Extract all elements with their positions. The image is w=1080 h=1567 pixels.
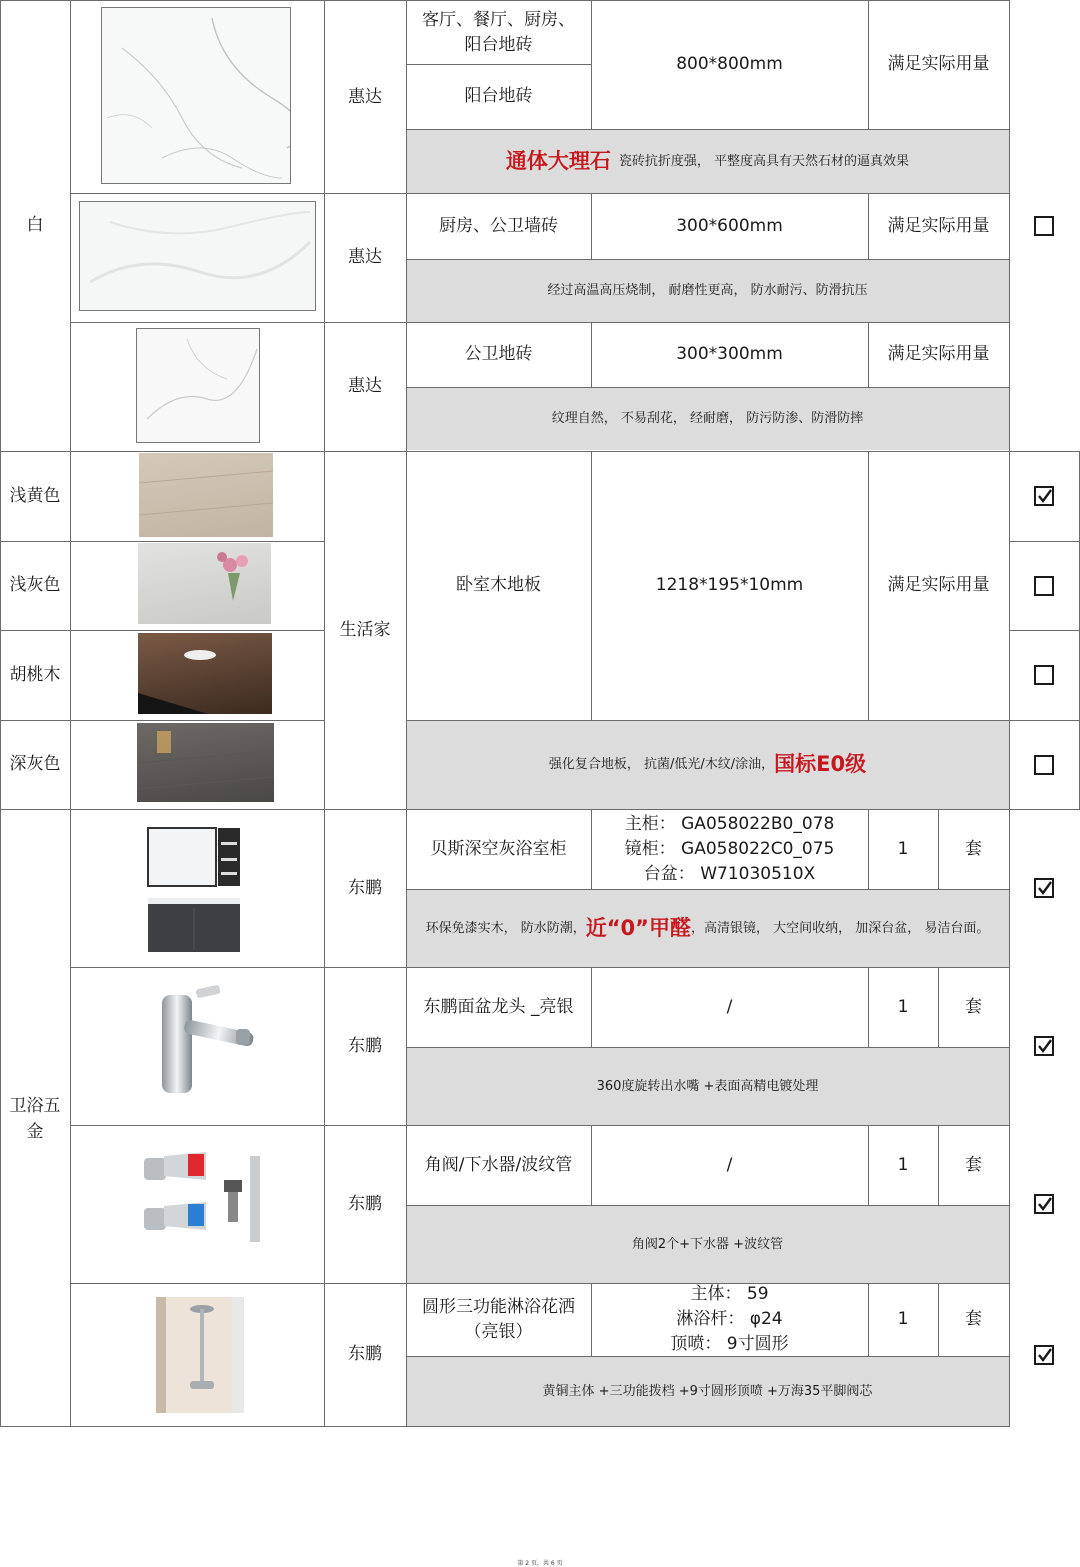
spec-cell: 800*800mm [676,54,783,74]
checkmark-icon [1037,1347,1053,1363]
marble-tile-300x300-image [136,328,260,443]
floor-dark-gray-image [137,723,274,802]
spec-cell: / [726,1154,733,1175]
quantity-cell: 满足实际用量 [887,344,990,364]
brand-cell: 生活家 [339,619,391,640]
product-description [406,889,1009,967]
product-description: 角阀2个+下水器 +波纹管 [631,1236,784,1252]
qty-cell: 1 [897,996,909,1017]
brand-cell: 东鹏 [348,1035,382,1056]
floor-light-gray-image [138,543,271,624]
highlight-text: 国标E0级 [774,752,867,776]
color-label-dark-gray: 深灰色 [9,754,61,774]
quantity-cell: 满足实际用量 [887,54,990,74]
angle-valve-set-image [134,1150,270,1248]
shower-set-image [156,1297,244,1413]
checkmark-icon [1037,1038,1053,1054]
page-footer: 第 2 页，共 6 页 [517,1560,563,1567]
checkmark-icon [1037,1196,1053,1212]
checkmark-icon [1037,880,1053,896]
floor-light-yellow-image [139,453,273,537]
brand-cell: 惠达 [348,86,382,107]
product-description: 黄铜主体 +三功能拨档 +9寸圆形顶喷 +万海35平脚阀芯 [542,1383,873,1399]
spec-line: 顶喷： 9寸圆形 [670,1334,789,1354]
product-name-cell: 贝斯深空灰浴室柜 [430,838,567,859]
checkbox-valves[interactable] [1034,1194,1054,1214]
qty-cell: 1 [897,1309,909,1329]
spec-cell: 1218*195*10mm [655,575,804,595]
highlight-text: 近“0”甲醛 [585,915,691,940]
checkbox-shower[interactable] [1034,1345,1054,1365]
spec-cell: / [726,996,733,1017]
product-name-line: 圆形三功能淋浴花洒 [422,1296,575,1317]
product-description [406,129,1009,193]
description-text: 瓷砖抗折度强， 平整度高具有天然石材的逼真效果 [618,153,910,169]
checkbox-faucet[interactable] [1034,1036,1054,1056]
checkbox-walnut[interactable] [1034,665,1054,685]
product-name-cell: 东鹏面盆龙头 _亮银 [423,996,574,1017]
unit-cell: 套 [965,1154,982,1175]
spec-line: 主柜： GA058022B0_078 [624,813,835,834]
brand-cell: 东鹏 [348,1193,382,1214]
category-label-bath-hardware [0,809,70,1426]
marble-tile-300x600-image [79,201,316,311]
bathroom-cabinet-image [146,826,242,953]
basin-faucet-image [156,985,268,1099]
usage-cell: 阳台地砖 [464,86,533,106]
spec-line: 镜柜： GA058022C0_075 [624,838,835,859]
spec-line: 主体： 59 [690,1284,769,1304]
description-text: ，高清银镜， 大空间收纳， 加深台盆， 易洁台面。 [690,920,990,936]
usage-cell: 卧室木地板 [456,575,541,595]
checkmark-icon [1037,488,1053,504]
spec-line: 淋浴杆： φ24 [676,1309,783,1329]
unit-cell: 套 [965,1309,982,1329]
color-label-white: 白 [26,215,44,235]
color-label-walnut: 胡桃木 [9,664,61,685]
marble-tile-800-image [101,7,291,184]
qty-cell: 1 [897,838,909,859]
product-description: 纹理自然， 不易刮花， 经耐磨， 防污防渗、防滑防摔 [551,411,864,426]
description-text: 强化复合地板， 抗菌/低光/木纹/涂油， [548,757,775,772]
spec-cell [591,809,868,889]
product-name-cell: 角阀/下水器/波纹管 [424,1154,573,1175]
color-label-light-gray: 浅灰色 [9,575,61,595]
qty-cell: 1 [897,1154,909,1175]
product-name-line: （亮银） [464,1321,533,1342]
product-description: 360度旋转出水嘴 +表面高精电镀处理 [596,1078,819,1094]
brand-cell: 东鹏 [348,877,382,898]
brand-cell: 东鹏 [348,1344,382,1364]
checkbox-dark-gray[interactable] [1034,755,1054,775]
product-description: 经过高温高压烧制， 耐磨性更高， 防水耐污、防滑抗压 [547,283,868,298]
brand-cell: 惠达 [348,247,382,267]
category-text: 卫浴五金 [9,1096,61,1142]
usage-cell: 厨房、公卫墙砖 [439,215,558,236]
color-label-light-yellow: 浅黄色 [9,485,61,506]
quantity-cell: 满足实际用量 [887,575,990,595]
description-text: 环保免漆实木， 防水防潮， [425,920,586,936]
product-name-cell [406,1283,591,1356]
product-description [406,720,1009,809]
brand-cell: 惠达 [348,376,382,396]
quantity-cell: 满足实际用量 [887,215,990,236]
usage-cell: 客厅、餐厅、厨房、阳台地砖 [422,10,575,55]
spec-cell: 300*300mm [676,344,783,364]
checkbox-light-gray[interactable] [1034,576,1054,596]
usage-cell: 公卫地砖 [464,344,533,364]
checkbox-light-yellow[interactable] [1034,486,1054,506]
spec-cell [591,1283,868,1356]
spec-line: 台盆： W71030510X [643,863,816,884]
checkbox-white-group[interactable] [1034,216,1054,236]
unit-cell: 套 [965,996,982,1017]
spec-cell: 300*600mm [676,215,783,236]
checkbox-cabinet[interactable] [1034,878,1054,898]
unit-cell: 套 [965,838,982,859]
highlight-text: 通体大理石 [505,148,611,173]
floor-walnut-image [138,633,272,714]
